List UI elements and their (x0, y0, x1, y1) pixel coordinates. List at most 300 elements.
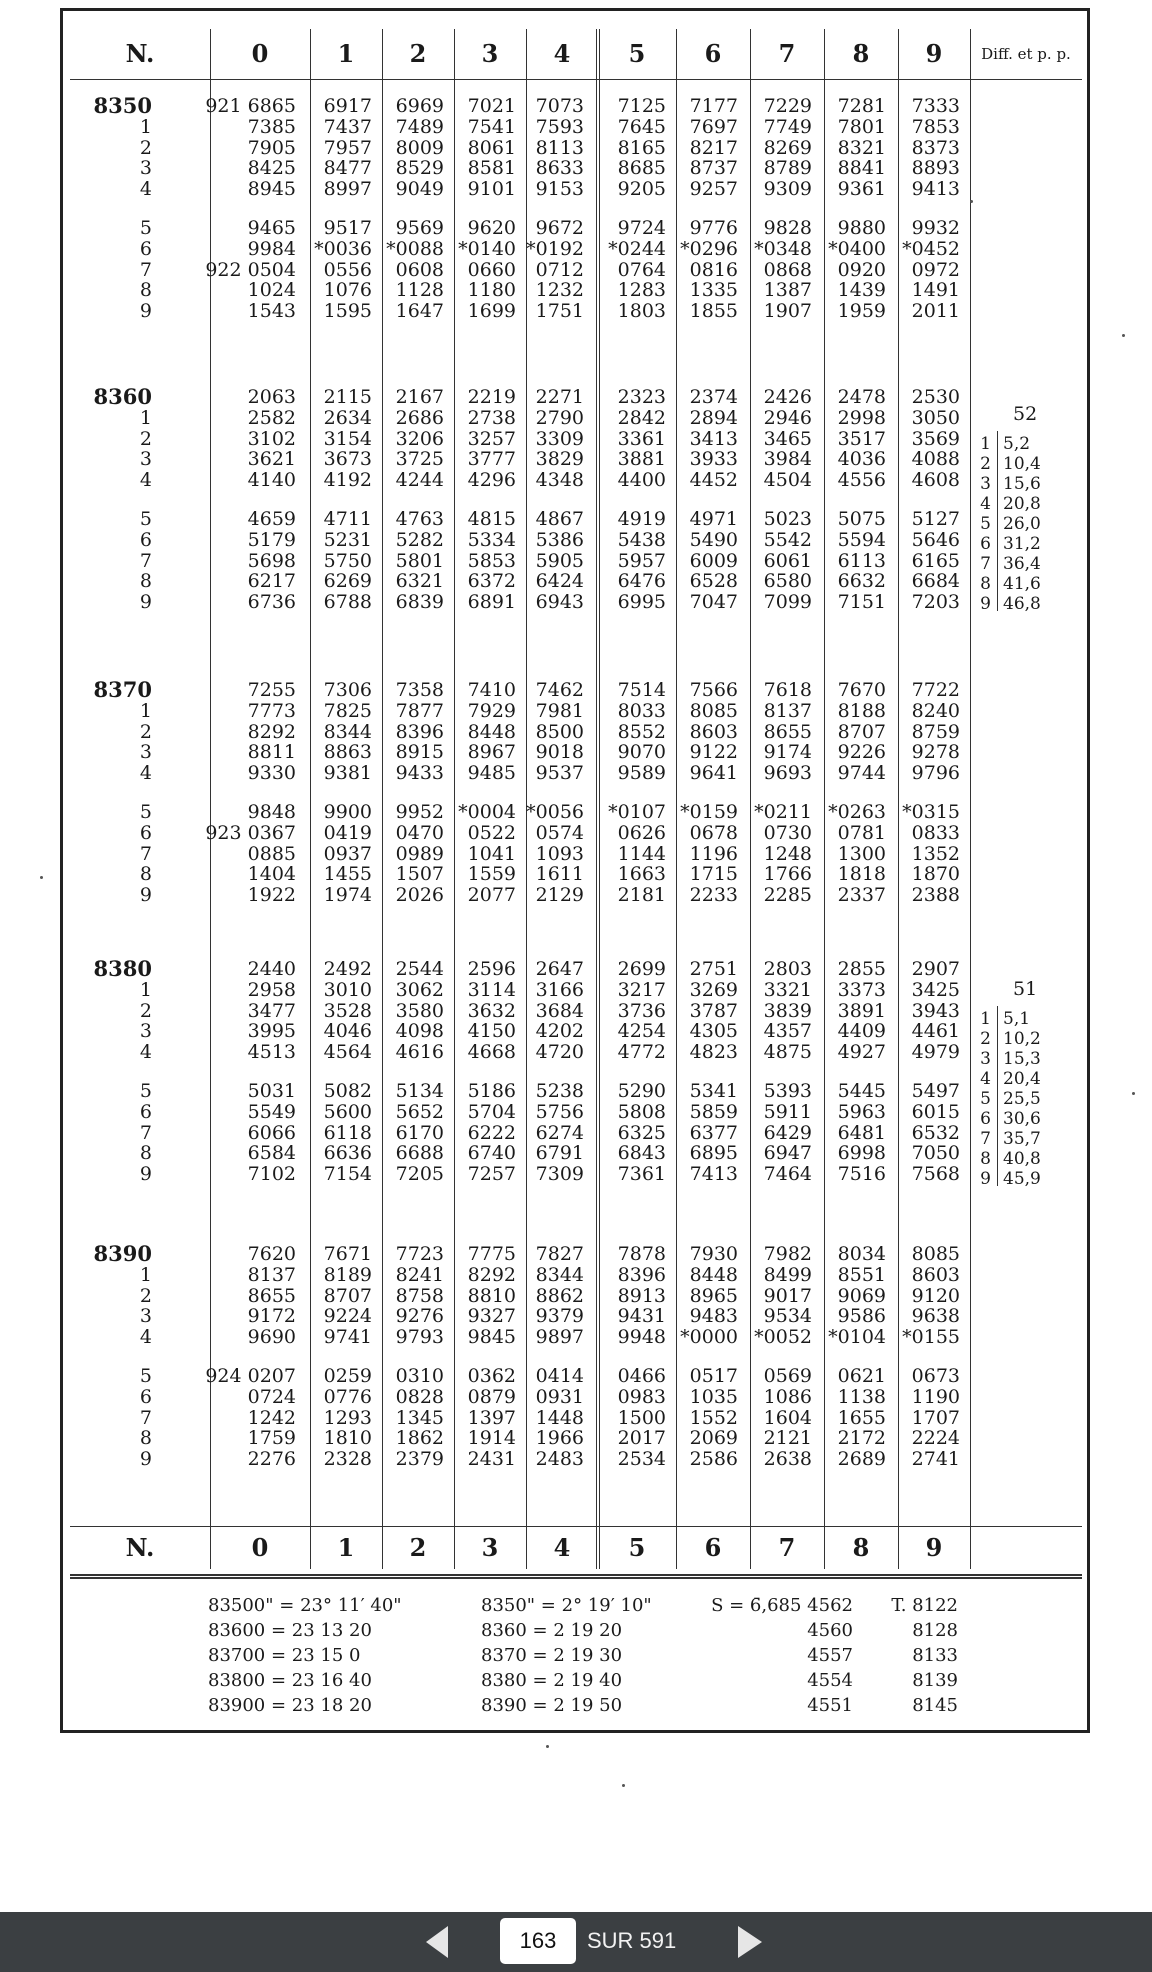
table-cell: 8863 (323, 741, 372, 764)
row-number: 4 (139, 1326, 152, 1349)
row-number: 9 (139, 884, 152, 907)
table-cell: 2328 (323, 1448, 372, 1471)
table-cell: 1543 (247, 300, 296, 323)
table-cell: 6269 (323, 570, 372, 593)
table-cell: 8165 (617, 136, 666, 159)
row-number: 4 (139, 469, 152, 492)
table-cell: 7620 (247, 1243, 296, 1265)
table-cell: 0730 (763, 821, 812, 844)
table-cell: 7981 (535, 699, 584, 722)
table-cell: 9672 (535, 217, 584, 239)
parts-value: 26,0 (1003, 514, 1041, 534)
table-cell: 3361 (617, 427, 666, 450)
row-number: 5 (139, 217, 152, 239)
parts-digit: 6 (980, 534, 991, 554)
table-cell: 3321 (763, 978, 812, 1001)
footer-col-2: 2 (409, 1533, 427, 1562)
table-cell: 9537 (535, 762, 584, 785)
footer-col-1: 1 (337, 1533, 355, 1562)
table-cell: 8945 (247, 178, 296, 201)
table-cell: 1699 (467, 300, 516, 323)
table-cell: 1024 (247, 279, 296, 302)
table-cell: 0816 (689, 258, 738, 281)
parts-value: 31,2 (1003, 534, 1041, 554)
table-cell: 8603 (911, 1263, 960, 1286)
table-cell: 5853 (467, 549, 516, 572)
table-cell: 5186 (467, 1080, 516, 1102)
parts-digit: 3 (980, 474, 991, 494)
table-cell: 7021 (467, 95, 516, 117)
table-cell: 7203 (911, 591, 960, 614)
table-cell: 7410 (467, 679, 516, 701)
table-cell: 1759 (247, 1427, 296, 1450)
parts-digit: 5 (980, 1089, 991, 1109)
table-cell: 2271 (535, 386, 584, 408)
table-cell: 4254 (617, 1020, 666, 1043)
note-line: 8370 = 2 19 30 (481, 1645, 623, 1666)
table-cell: 1595 (323, 300, 372, 323)
footer-col-5: 5 (628, 1533, 646, 1562)
table-cell: 1352 (911, 842, 960, 865)
table-cell: 3684 (535, 999, 584, 1022)
table-cell: 0724 (247, 1385, 296, 1408)
table-block (70, 93, 1082, 353)
table-cell: 1707 (911, 1406, 960, 1429)
table-cell: 7671 (323, 1243, 372, 1265)
table-cell: 9744 (837, 762, 886, 785)
note-line: 8380 = 2 19 40 (481, 1670, 623, 1691)
table-cell: 7773 (247, 699, 296, 722)
table-cell: 8061 (467, 136, 516, 159)
scan-speck (40, 876, 43, 879)
table-cell: 6118 (323, 1121, 372, 1144)
row-number: 2 (139, 1284, 152, 1307)
header-col-5: 5 (628, 39, 646, 68)
row-number: 8360 (93, 384, 152, 409)
table-cell: 8655 (763, 720, 812, 743)
table-cell: 4088 (911, 448, 960, 471)
table-cell: 0781 (837, 821, 886, 844)
table-cell: 7073 (535, 95, 584, 117)
table-cell: 9690 (247, 1326, 296, 1349)
table-cell: 922 0504 (205, 258, 296, 281)
table-cell: 8189 (323, 1263, 372, 1286)
table-cell: 9796 (911, 762, 960, 785)
table-cell: 7541 (467, 115, 516, 138)
table-cell: 6066 (247, 1121, 296, 1144)
table-cell: 5127 (911, 508, 960, 530)
table-cell: 8893 (911, 157, 960, 180)
table-cell: 0972 (911, 258, 960, 281)
table-cell: 9848 (247, 801, 296, 823)
row-number: 4 (139, 762, 152, 785)
table-cell: 8240 (911, 699, 960, 722)
table-cell: 3062 (395, 978, 444, 1001)
table-cell: 7177 (689, 95, 738, 117)
row-number: 3 (139, 448, 152, 471)
parts-digit: 7 (980, 1129, 991, 1149)
table-cell: 3881 (617, 448, 666, 471)
parts-digit: 2 (980, 454, 991, 474)
table-cell: 2011 (911, 300, 960, 323)
row-number: 2 (139, 999, 152, 1022)
footer-header-rule-bottom (70, 1574, 1082, 1579)
table-cell: 0310 (395, 1365, 444, 1387)
table-cell: 0868 (763, 258, 812, 281)
table-cell: 7281 (837, 95, 886, 117)
table-cell: 2586 (689, 1448, 738, 1471)
table-cell: 7905 (247, 136, 296, 159)
table-cell: 1552 (689, 1406, 738, 1429)
table-cell: 7877 (395, 699, 444, 722)
table-cell: 2534 (617, 1448, 666, 1471)
row-number: 6 (139, 528, 152, 551)
table-cell: 1751 (535, 300, 584, 323)
table-cell: 7306 (323, 679, 372, 701)
table-cell: 8477 (323, 157, 372, 180)
table-cell: 9226 (837, 741, 886, 764)
table-cell: 9174 (763, 741, 812, 764)
table-cell: 2894 (689, 406, 738, 429)
table-cell: 5445 (837, 1080, 886, 1102)
table-cell: 7154 (323, 1163, 372, 1186)
row-number: 7 (139, 1406, 152, 1429)
parts-value: 36,4 (1003, 554, 1041, 574)
scan-speck (970, 200, 973, 203)
table-cell: 7853 (911, 115, 960, 138)
table-cell: 9330 (247, 762, 296, 785)
table-cell: 6372 (467, 570, 516, 593)
footer-col-6: 6 (704, 1533, 722, 1562)
table-cell: 2751 (689, 958, 738, 980)
table-cell: 5801 (395, 549, 444, 572)
parts-digit: 3 (980, 1049, 991, 1069)
table-cell: 8292 (467, 1263, 516, 1286)
table-cell: 7618 (763, 679, 812, 701)
table-footer-header (70, 1526, 1082, 1570)
row-number: 3 (139, 1020, 152, 1043)
table-cell: 0983 (617, 1385, 666, 1408)
table-cell: 2638 (763, 1448, 812, 1471)
table-cell: 2689 (837, 1448, 886, 1471)
table-row (70, 1324, 1082, 1350)
table-cell: 6476 (617, 570, 666, 593)
table-cell: 4875 (763, 1041, 812, 1064)
table-cell: 4140 (247, 469, 296, 492)
table-cell: 2115 (323, 386, 372, 408)
table-cell: 3569 (911, 427, 960, 450)
table-block (70, 1241, 1082, 1501)
next-page-button[interactable] (728, 1920, 772, 1964)
row-number: 3 (139, 1305, 152, 1328)
table-cell: 9793 (395, 1326, 444, 1349)
table-cell: 9017 (763, 1284, 812, 1307)
table-cell: 8009 (395, 136, 444, 159)
table-cell: *0036 (314, 237, 372, 260)
row-number: 8 (139, 570, 152, 593)
table-cell: 3933 (689, 448, 738, 471)
table-cell: 1803 (617, 300, 666, 323)
table-cell: 5341 (689, 1080, 738, 1102)
note-line: 8128 (912, 1620, 958, 1641)
table-cell: 2790 (535, 406, 584, 429)
table-cell: *0000 (680, 1326, 738, 1349)
row-number: 7 (139, 258, 152, 281)
table-cell: 4461 (911, 1020, 960, 1043)
table-cell: 2276 (247, 1448, 296, 1471)
row-number: 2 (139, 136, 152, 159)
table-cell: 2426 (763, 386, 812, 408)
table-cell: 2907 (911, 958, 960, 980)
table-cell: 8633 (535, 157, 584, 180)
row-number: 5 (139, 508, 152, 530)
table-cell: 9465 (247, 217, 296, 239)
table-cell: 9517 (323, 217, 372, 239)
table-cell: 9069 (837, 1284, 886, 1307)
row-number: 5 (139, 801, 152, 823)
table-cell: 9205 (617, 178, 666, 201)
table-cell: 3050 (911, 406, 960, 429)
header-col-2: 2 (409, 39, 427, 68)
table-cell: 4608 (911, 469, 960, 492)
table-cell: 8499 (763, 1263, 812, 1286)
table-cell: 9120 (911, 1284, 960, 1307)
table-cell: 4971 (689, 508, 738, 530)
table-cell: 2017 (617, 1427, 666, 1450)
proportional-parts-table (975, 401, 1075, 651)
table-cell: *0107 (608, 801, 666, 823)
table-cell: 7670 (837, 679, 886, 701)
table-cell: 7878 (617, 1243, 666, 1265)
table-cell: 0556 (323, 258, 372, 281)
table-cell: 8551 (837, 1263, 886, 1286)
table-cell: 6632 (837, 570, 886, 593)
table-cell: 9224 (323, 1305, 372, 1328)
table-cell: 4668 (467, 1041, 516, 1064)
table-cell: 4659 (247, 508, 296, 530)
table-cell: 5542 (763, 528, 812, 551)
note-line: 83500" = 23° 11′ 40" (208, 1595, 402, 1616)
table-cell: 8810 (467, 1284, 516, 1307)
table-cell: *0088 (386, 237, 444, 260)
row-number: 8 (139, 1142, 152, 1165)
table-cell: 9897 (535, 1326, 584, 1349)
header-col-3: 3 (481, 39, 499, 68)
table-cell: 1300 (837, 842, 886, 865)
row-number: 6 (139, 821, 152, 844)
chevron-right-icon (728, 1920, 772, 1964)
note-line: 8350" = 2° 19′ 10" (481, 1595, 652, 1616)
table-cell: 6998 (837, 1142, 886, 1165)
table-cell: 3206 (395, 427, 444, 450)
row-number: 8370 (93, 677, 152, 702)
table-cell: 0678 (689, 821, 738, 844)
table-cell: 5957 (617, 549, 666, 572)
table-cell: 1715 (689, 863, 738, 886)
table-cell: 9880 (837, 217, 886, 239)
table-cell: 8425 (247, 157, 296, 180)
parts-digit: 5 (980, 514, 991, 534)
table-cell: 0937 (323, 842, 372, 865)
parts-value: 15,6 (1003, 474, 1041, 494)
row-number: 2 (139, 720, 152, 743)
table-cell: 5808 (617, 1100, 666, 1123)
table-cell: 4867 (535, 508, 584, 530)
table-cell: 4556 (837, 469, 886, 492)
table-cell: 9122 (689, 741, 738, 764)
table-cell: 9431 (617, 1305, 666, 1328)
table-cell: 2233 (689, 884, 738, 907)
table-block (70, 677, 1082, 937)
table-cell: 3632 (467, 999, 516, 1022)
table-cell: 8707 (837, 720, 886, 743)
table-cell: 6995 (617, 591, 666, 614)
table-cell: 3736 (617, 999, 666, 1022)
table-cell: 7566 (689, 679, 738, 701)
page-total-label: SUR 591 (587, 1928, 677, 1953)
scan-speck (546, 1745, 549, 1748)
table-cell: 3010 (323, 978, 372, 1001)
table-cell: 9153 (535, 178, 584, 201)
table-cell: 3217 (617, 978, 666, 1001)
table-cell: 1966 (535, 1427, 584, 1450)
table-cell: 8396 (395, 720, 444, 743)
table-cell: 0764 (617, 258, 666, 281)
row-number: 3 (139, 157, 152, 180)
table-cell: 9900 (323, 801, 372, 823)
table-cell: 8033 (617, 699, 666, 722)
table-cell: 3477 (247, 999, 296, 1022)
header-col-7: 7 (778, 39, 796, 68)
table-cell: 0574 (535, 821, 584, 844)
table-cell: 7385 (247, 115, 296, 138)
table-cell: 0517 (689, 1365, 738, 1387)
table-cell: 3839 (763, 999, 812, 1022)
table-cell: 6969 (395, 95, 444, 117)
table-cell: 1604 (763, 1406, 812, 1429)
table-cell: 4409 (837, 1020, 886, 1043)
table-cell: 4202 (535, 1020, 584, 1043)
table-cell: 8137 (247, 1263, 296, 1286)
footer-col-4: 4 (553, 1533, 571, 1562)
table-cell: 5179 (247, 528, 296, 551)
row-number: 8390 (93, 1241, 152, 1266)
table-cell: 7825 (323, 699, 372, 722)
note-line: 8390 = 2 19 50 (481, 1695, 623, 1716)
table-cell: 8655 (247, 1284, 296, 1307)
table-cell: 0362 (467, 1365, 516, 1387)
table-cell: 8137 (763, 699, 812, 722)
table-cell: 3621 (247, 448, 296, 471)
table-cell: 8321 (837, 136, 886, 159)
previous-page-button[interactable] (418, 1920, 462, 1964)
table-cell: 8241 (395, 1263, 444, 1286)
table-cell: 0989 (395, 842, 444, 865)
table-cell: 9361 (837, 178, 886, 201)
table-cell: 7151 (837, 591, 886, 614)
row-number: 2 (139, 427, 152, 450)
table-cell: 2998 (837, 406, 886, 429)
table-cell: 7333 (911, 95, 960, 117)
table-cell: 7645 (617, 115, 666, 138)
parts-value: 5,2 (1003, 434, 1031, 454)
note-line: 83600 = 23 13 20 (208, 1620, 372, 1641)
table-cell: 6481 (837, 1121, 886, 1144)
parts-digit: 9 (980, 1169, 991, 1189)
table-cell: 4305 (689, 1020, 738, 1043)
table-cell: 7464 (763, 1163, 812, 1186)
table-cell: 2172 (837, 1427, 886, 1450)
table-cell: 7827 (535, 1243, 584, 1265)
row-number: 7 (139, 842, 152, 865)
note-line: 8139 (912, 1670, 958, 1691)
table-cell: 8217 (689, 136, 738, 159)
table-cell: 6113 (837, 549, 886, 572)
table-cell: 7102 (247, 1163, 296, 1186)
table-cell: 7775 (467, 1243, 516, 1265)
table-cell: 3114 (467, 978, 516, 1001)
parts-digit: 9 (980, 594, 991, 614)
table-cell: 9948 (617, 1326, 666, 1349)
row-number: 1 (139, 406, 152, 429)
table-cell: 4720 (535, 1041, 584, 1064)
table-cell: 3943 (911, 999, 960, 1022)
table-cell: 8811 (247, 741, 296, 764)
table-cell: 8707 (323, 1284, 372, 1307)
table-cell: 2478 (837, 386, 886, 408)
table-cell: 9327 (467, 1305, 516, 1328)
table-cell: *0244 (608, 237, 666, 260)
table-cell: 1335 (689, 279, 738, 302)
table-cell: 6377 (689, 1121, 738, 1144)
table-cell: 6528 (689, 570, 738, 593)
table-cell: 8085 (911, 1243, 960, 1265)
table-cell: 8603 (689, 720, 738, 743)
table-cell: 7801 (837, 115, 886, 138)
table-cell: 2530 (911, 386, 960, 408)
table-cell: 5393 (763, 1080, 812, 1102)
table-cell: 6584 (247, 1142, 296, 1165)
table-cell: 4927 (837, 1041, 886, 1064)
table-cell: 1397 (467, 1406, 516, 1429)
table-cell: *0452 (902, 237, 960, 260)
table-cell: 8085 (689, 699, 738, 722)
table-cell: 0621 (837, 1365, 886, 1387)
table-cell: 2026 (395, 884, 444, 907)
row-number: 7 (139, 1121, 152, 1144)
table-cell: 7050 (911, 1142, 960, 1165)
table-cell: 7514 (617, 679, 666, 701)
table-cell: 9309 (763, 178, 812, 201)
table-cell: 3413 (689, 427, 738, 450)
table-row (70, 467, 1082, 493)
header-col-1: 1 (337, 39, 355, 68)
table-cell: 3269 (689, 978, 738, 1001)
table-cell: 7229 (763, 95, 812, 117)
table-block (70, 384, 1082, 644)
page-number-input[interactable]: 163 (500, 1918, 576, 1964)
table-cell: 7125 (617, 95, 666, 117)
table-cell: 2842 (617, 406, 666, 429)
table-cell: 5238 (535, 1080, 584, 1102)
table-cell: 1647 (395, 300, 444, 323)
note-line: 8133 (912, 1645, 958, 1666)
table-cell: 8500 (535, 720, 584, 743)
table-cell: *0296 (680, 237, 738, 260)
parts-value: 25,5 (1003, 1089, 1041, 1109)
table-cell: 4763 (395, 508, 444, 530)
table-cell: 8448 (467, 720, 516, 743)
